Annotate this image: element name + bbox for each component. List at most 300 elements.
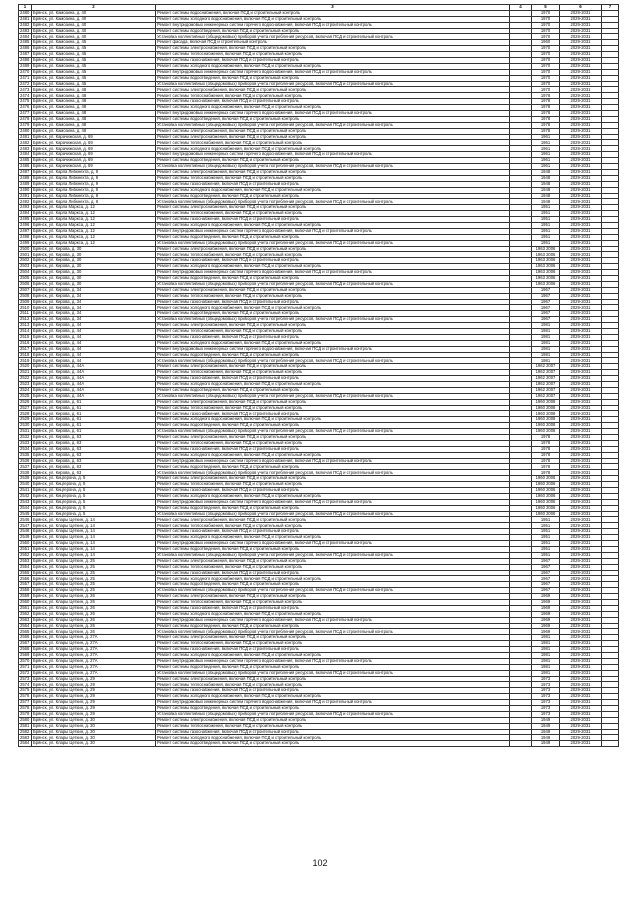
row-period-cell: 2029-2031 — [560, 435, 602, 441]
row-number-cell: 2579 — [19, 711, 32, 717]
row-work-cell: Ремонт системы электроснабжения, включая ПСД и строительный контроль — [156, 87, 510, 93]
row-number-cell: 2522 — [19, 376, 32, 382]
row-number-cell: 2535 — [19, 452, 32, 458]
row-work-cell: Ремонт внутридомовых инженерных систем горячего водоснабжения, включая ПСД и строительный контроль — [156, 152, 510, 158]
row-work-cell: Ремонт системы холодного водоснабжения, включая ПСД и строительный контроль — [156, 611, 510, 617]
row-period-cell: 2029-2031 — [560, 334, 602, 340]
row-address-cell: Брянск, ул. Камозина, д. 45 — [32, 63, 156, 69]
row-address-cell: Брянск, ул. Кирова, д. 44 — [32, 358, 156, 364]
header-col-6: 6 — [560, 5, 602, 11]
row-year-cell: 1978 — [532, 105, 560, 111]
row-address-cell: Брянск, ул. Клары Цеткин, д. 30 — [32, 717, 156, 723]
row-number-cell: 2576 — [19, 694, 32, 700]
row-work-cell: Ремонт системы теплоснабжения, включая ПСД и строительный контроль — [156, 52, 510, 58]
row-address-cell: Брянск, ул. Клары Цеткин, д. 27А — [32, 647, 156, 653]
table-row — [19, 741, 619, 747]
row-number-cell: 2568 — [19, 647, 32, 653]
header-col-1: 1 — [19, 5, 32, 11]
row-address-cell: Брянск, ул. Кицгерона, д. 5 — [32, 488, 156, 494]
row-work-cell: Ремонт системы водоотведения, включая ПСД и строительный контроль — [156, 664, 510, 670]
row-period-cell: 2029-2031 — [560, 688, 602, 694]
row-number-cell: 2505 — [19, 275, 32, 281]
row-period-cell: 2029-2031 — [560, 735, 602, 741]
row-period-cell: 2029-2031 — [560, 287, 602, 293]
row-year-cell: 1960 2008 — [532, 399, 560, 405]
row-year-cell: 1970 — [532, 75, 560, 81]
row-work-cell: Ремонт системы водоотведения, включая ПСД и строительный контроль — [156, 234, 510, 240]
row-work-cell: Ремонт системы водоотведения, включая ПСД и строительный контроль — [156, 423, 510, 429]
row-work-cell: Ремонт системы холодного водоснабжения, включая ПСД и строительный контроль — [156, 576, 510, 582]
row-period-cell: 2029-2031 — [560, 140, 602, 146]
row-address-cell: Брянск, ул. Клары Цеткин, д. 26 — [32, 605, 156, 611]
row-period-cell: 2029-2031 — [560, 193, 602, 199]
row-number-cell: 2537 — [19, 464, 32, 470]
row-address-cell: Брянск, ул. Кицгерона, д. 5 — [32, 476, 156, 482]
row-period-cell: 2029-2031 — [560, 34, 602, 40]
row-period-cell: 2029-2031 — [560, 417, 602, 423]
row-year-cell: 1951 — [532, 523, 560, 529]
row-address-cell: Брянск, ул. Камозина, д. 48 — [32, 93, 156, 99]
row-work-cell: Ремонт системы теплоснабжения, включая ПСД и строительный контроль — [156, 252, 510, 258]
row-number-cell: 2525 — [19, 393, 32, 399]
row-address-cell: Брянск, ул. Клары Цеткин, д. 30 — [32, 723, 156, 729]
row-number-cell: 2516 — [19, 340, 32, 346]
row-work-cell: Ремонт фасада, включая ПСД и строительный контроль — [156, 40, 510, 46]
row-period-cell: 2029-2031 — [560, 511, 602, 517]
row-work-cell: Ремонт системы холодного водоснабжения, включая ПСД и строительный контроль — [156, 694, 510, 700]
row-year-cell: 1963 2006 — [532, 270, 560, 276]
row-year-cell: 1967 — [532, 299, 560, 305]
row-work-cell: Ремонт системы холодного водоснабжения, включая ПСД и строительный контроль — [156, 16, 510, 22]
row-address-cell: Брянск, ул. Кирова, д. 44А — [32, 387, 156, 393]
row-year-cell: 1981 — [532, 340, 560, 346]
row-work-cell: Ремонт системы теплоснабжения, включая ПСД и строительный контроль — [156, 641, 510, 647]
row-year-cell: 1949 — [532, 723, 560, 729]
row-work-cell: Ремонт системы холодного водоснабжения, включая ПСД и строительный контроль — [156, 535, 510, 541]
row-number-cell: 2584 — [19, 741, 32, 747]
row-number-cell: 2552 — [19, 552, 32, 558]
row-number-cell: 2567 — [19, 641, 32, 647]
row-year-cell: 1962 2007 — [532, 387, 560, 393]
row-period-cell: 2029-2031 — [560, 105, 602, 111]
row-number-cell: 2513 — [19, 323, 32, 329]
row-year-cell: 1973 — [532, 694, 560, 700]
row-address-cell: Брянск, ул. Клары Цеткин, д. 26 — [32, 623, 156, 629]
row-work-cell: Ремонт системы холодного водоснабжения, включая ПСД и строительный контроль — [156, 146, 510, 152]
row-number-cell: 2550 — [19, 541, 32, 547]
row-address-cell: Брянск, ул. Кирова, д. 44 — [32, 352, 156, 358]
row-work-cell: Ремонт системы водоотведения, включая ПСД и строительный контроль — [156, 158, 510, 164]
row-year-cell: 1978 — [532, 464, 560, 470]
row-year-cell: 1970 — [532, 16, 560, 22]
row-year-cell: 1978 — [532, 128, 560, 134]
row-work-cell: Установка коллективных (общедомовых) приборов учета потребления ресурсов, включая ПСД и строительный контроль — [156, 588, 510, 594]
row-address-cell: Брянск, ул. Клары Цеткин, д. 30 — [32, 741, 156, 747]
row-work-cell: Ремонт системы водоотведения, включая ПСД и строительный контроль — [156, 387, 510, 393]
row-period-cell: 2029-2031 — [560, 323, 602, 329]
row-number-cell: 2544 — [19, 505, 32, 511]
row-number-cell: 2498 — [19, 234, 32, 240]
row-year-cell: 1951 — [532, 211, 560, 217]
row-work-cell: Ремонт системы газоснабжения, включая ПСД и строительный контроль — [156, 570, 510, 576]
row-period-cell: 2029-2031 — [560, 211, 602, 217]
row-number-cell: 2532 — [19, 435, 32, 441]
row-period-cell: 2029-2031 — [560, 181, 602, 187]
row-period-cell: 2029-2031 — [560, 476, 602, 482]
row-work-cell: Ремонт системы водоотведения, включая ПСД и строительный контроль — [156, 28, 510, 34]
row-number-cell: 2519 — [19, 358, 32, 364]
row-number-cell: 2489 — [19, 181, 32, 187]
row-number-cell: 2489 — [19, 63, 32, 69]
row-number-cell: 2475 — [19, 99, 32, 105]
row-address-cell: Брянск, ул. Кирова, д. 44 — [32, 323, 156, 329]
row-work-cell: Ремонт внутридомовых инженерных систем горячего водоснабжения, включая ПСД и строительный контроль — [156, 458, 510, 464]
row-address-cell: Брянск, ул. Кирова, д. 63 — [32, 464, 156, 470]
row-work-cell: Ремонт системы холодного водоснабжения, включая ПСД и строительный контроль — [156, 305, 510, 311]
row-number-cell: 2509 — [19, 299, 32, 305]
row-address-cell: Брянск, ул. Клары Цеткин, д. 26 — [32, 594, 156, 600]
row-work-cell: Установка коллективных (общедомовых) приборов учета потребления ресурсов, включая ПСД и строительный контроль — [156, 511, 510, 517]
row-year-cell: 1970 — [532, 87, 560, 93]
row-year-cell: 1970 — [532, 69, 560, 75]
row-period-cell: 2029-2031 — [560, 28, 602, 34]
row-address-cell: Брянск, ул. Кирова, д. 61 — [32, 423, 156, 429]
row-work-cell: Ремонт системы водоотведения, включая ПСД и строительный контроль — [156, 705, 510, 711]
row-work-cell: Ремонт системы электроснабжения, включая ПСД и строительный контроль — [156, 635, 510, 641]
row-number-cell: 2546 — [19, 517, 32, 523]
row-number-cell: 2578 — [19, 705, 32, 711]
row-work-cell: Ремонт системы теплоснабжения, включая ПСД и строительный контроль — [156, 682, 510, 688]
row-address-cell: Брянск, ул. Карла Либкнехта, д. 9 — [32, 187, 156, 193]
row-period-cell: 2029-2031 — [560, 164, 602, 170]
row-address-cell: Брянск, ул. Кирова, д. 44А — [32, 393, 156, 399]
row-address-cell: Брянск, ул. Кирова, д. 63 — [32, 452, 156, 458]
row-year-cell: 1978 — [532, 458, 560, 464]
row-work-cell: Ремонт системы газоснабжения, включая ПСД и строительный контроль — [156, 376, 510, 382]
row-address-cell: Брянск, ул. Клары Цеткин, д. 27А — [32, 641, 156, 647]
row-work-cell: Ремонт системы газоснабжения, включая ПСД и строительный контроль — [156, 334, 510, 340]
row-address-cell: Брянск, ул. Камозина, д. 45 — [32, 52, 156, 58]
row-address-cell: Брянск, ул. Карачижская, д. 69 — [32, 134, 156, 140]
row-period-cell: 2029-2031 — [560, 228, 602, 234]
row-year-cell: 1948 — [532, 169, 560, 175]
row-year-cell: 1961 — [532, 140, 560, 146]
row-year-cell: 1962 2007 — [532, 370, 560, 376]
row-number-cell: 2495 — [19, 217, 32, 223]
row-address-cell: Брянск, ул. Кирова, д. 61 — [32, 399, 156, 405]
row-period-cell: 2029-2031 — [560, 175, 602, 181]
row-period-cell: 2029-2031 — [560, 700, 602, 706]
row-work-cell: Ремонт внутридомовых инженерных систем горячего водоснабжения, включая ПСД и строительный контроль — [156, 346, 510, 352]
row-year-cell: 1962 2007 — [532, 393, 560, 399]
row-number-cell: 2566 — [19, 635, 32, 641]
row-year-cell: 1960 2006 — [532, 499, 560, 505]
row-work-cell: Ремонт внутридомовых инженерных систем горячего водоснабжения, включая ПСД и строительный контроль — [156, 270, 510, 276]
row-year-cell: 1981 — [532, 323, 560, 329]
row-address-cell: Брянск, ул. Кирова, д. 44 — [32, 334, 156, 340]
row-number-cell: 2484 — [19, 152, 32, 158]
row-year-cell: 1978 — [532, 99, 560, 105]
row-number-cell: 2549 — [19, 535, 32, 541]
row-period-cell: 2029-2031 — [560, 358, 602, 364]
row-number-cell: 2485 — [19, 40, 32, 46]
row-address-cell: Брянск, ул. Кицгерона, д. 5 — [32, 505, 156, 511]
row-year-cell: 1961 — [532, 146, 560, 152]
row-period-cell: 2029-2031 — [560, 723, 602, 729]
row-address-cell: Брянск, ул. Клары Цеткин, д. 29 — [32, 705, 156, 711]
row-number-cell: 2529 — [19, 417, 32, 423]
row-address-cell: Брянск, ул. Клары Цеткин, д. 25 — [32, 576, 156, 582]
row-period-cell: 2029-2031 — [560, 523, 602, 529]
row-address-cell: Брянск, ул. Кирова, д. 34 — [32, 317, 156, 323]
row-number-cell: 2496 — [19, 222, 32, 228]
row-number-cell: 2478 — [19, 116, 32, 122]
row-number-cell: 2556 — [19, 576, 32, 582]
row-number-cell: 2565 — [19, 629, 32, 635]
row-number-cell: 2548 — [19, 529, 32, 535]
row-address-cell: Брянск, ул. Клары Цеткин, д. 25 — [32, 588, 156, 594]
row-address-cell: Брянск, ул. Клары Цеткин, д. 29 — [32, 676, 156, 682]
row-address-cell: Брянск, ул. Карла Либкнехта, д. 9 — [32, 175, 156, 181]
row-number-cell: 2520 — [19, 364, 32, 370]
row-work-cell: Ремонт системы теплоснабжения, включая ПСД и строительный контроль — [156, 140, 510, 146]
row-period-cell: 2029-2031 — [560, 564, 602, 570]
row-number-cell: 2506 — [19, 281, 32, 287]
row-number-cell: 2488 — [19, 58, 32, 64]
row-year-cell: 1970 — [532, 10, 560, 16]
row-period-cell: 2029-2031 — [560, 40, 602, 46]
row-period-cell: 2029-2031 — [560, 275, 602, 281]
row-period-cell: 2029-2031 — [560, 205, 602, 211]
row-work-cell: Ремонт системы газоснабжения, включая ПСД и строительный контроль — [156, 488, 510, 494]
row-number-cell: 2560 — [19, 599, 32, 605]
capital-repair-table — [18, 4, 619, 747]
row-period-cell: 2029-2031 — [560, 234, 602, 240]
row-period-cell: 2029-2031 — [560, 87, 602, 93]
row-period-cell: 2029-2031 — [560, 252, 602, 258]
row-address-cell: Брянск, ул. Клары Цеткин, д. 14 — [32, 523, 156, 529]
row-period-cell: 2029-2031 — [560, 647, 602, 653]
row-work-cell: Ремонт внутридомовых инженерных систем горячего водоснабжения, включая ПСД и строительный контроль — [156, 541, 510, 547]
row-work-cell: Ремонт системы электроснабжения, включая ПСД и строительный контроль — [156, 558, 510, 564]
row-work-cell: Ремонт внутридомовых инженерных систем горячего водоснабжения, включая ПСД и строительный контроль — [156, 69, 510, 75]
row-number-cell: 2481 — [19, 134, 32, 140]
row-number-cell: 2572 — [19, 670, 32, 676]
row-address-cell: Брянск, ул. Клары Цеткин, д. 14 — [32, 546, 156, 552]
row-year-cell: 1981 — [532, 352, 560, 358]
row-number-cell: 2493 — [19, 205, 32, 211]
row-number-cell: 2487 — [19, 52, 32, 58]
row-address-cell: Брянск, ул. Камозина, д. 40 — [32, 10, 156, 16]
row-address-cell: Брянск, ул. Клары Цеткин, д. 29 — [32, 700, 156, 706]
row-period-cell: 2029-2031 — [560, 611, 602, 617]
row-year-cell: 1963 2006 — [532, 252, 560, 258]
row-year-cell: 1949 — [532, 735, 560, 741]
row-period-cell: 2029-2031 — [560, 411, 602, 417]
row-year-cell: 1948 — [532, 187, 560, 193]
row-address-cell: Брянск, ул. Камозина, д. 48 — [32, 105, 156, 111]
row-period-cell: 2029-2031 — [560, 158, 602, 164]
row-address-cell: Брянск, ул. Клары Цеткин, д. 26 — [32, 611, 156, 617]
row-number-cell: 2510 — [19, 305, 32, 311]
row-period-cell: 2029-2031 — [560, 169, 602, 175]
row-period-cell: 2029-2031 — [560, 629, 602, 635]
row-period-cell: 2029-2031 — [560, 641, 602, 647]
row-year-cell: 1963 2006 — [532, 264, 560, 270]
row-number-cell: 2574 — [19, 682, 32, 688]
row-period-cell: 2029-2031 — [560, 311, 602, 317]
row-work-cell: Установка коллективных (общедомовых) приборов учета потребления ресурсов, включая ПСД и строительный контроль — [156, 34, 510, 40]
row-work-cell: Ремонт внутридомовых инженерных систем горячего водоснабжения, включая ПСД и строительный контроль — [156, 658, 510, 664]
row-work-cell: Ремонт внутридомовых инженерных систем горячего водоснабжения, включая ПСД и строительный контроль — [156, 700, 510, 706]
row-year-cell: 1981 — [532, 358, 560, 364]
row-address-cell: Брянск, ул. Клары Цеткин, д. 25 — [32, 570, 156, 576]
row-period-cell: 2029-2031 — [560, 346, 602, 352]
row-number-cell: 2573 — [19, 676, 32, 682]
row-number-cell: 2559 — [19, 594, 32, 600]
row-period-cell: 2029-2031 — [560, 111, 602, 117]
row-work-cell: Ремонт системы газоснабжения, включая ПСД и строительный контроль — [156, 446, 510, 452]
row-year-cell: 1978 — [532, 440, 560, 446]
row-work-cell: Установка коллективных (общедомовых) приборов учета потребления ресурсов, включая ПСД и строительный контроль — [156, 122, 510, 128]
row-work-cell: Ремонт внутридомовых инженерных систем горячего водоснабжения, включая ПСД и строительный контроль — [156, 228, 510, 234]
row-address-cell: Брянск, ул. Камозина, д. 40 — [32, 28, 156, 34]
row-address-cell: Брянск, ул. Клары Цеткин, д. 14 — [32, 535, 156, 541]
row-address-cell: Брянск, ул. Карачижская, д. 69 — [32, 146, 156, 152]
row-year-cell: 1963 2006 — [532, 258, 560, 264]
row-address-cell: Брянск, ул. Кирова, д. 44А — [32, 382, 156, 388]
row-period-cell: 2029-2031 — [560, 52, 602, 58]
row-work-cell: Ремонт системы теплоснабжения, включая ПСД и строительный контроль — [156, 328, 510, 334]
row-address-cell: Брянск, ул. Камозина, д. 48 — [32, 111, 156, 117]
row-number-cell: 2483 — [19, 28, 32, 34]
row-address-cell: Брянск, ул. Кицгерона, д. 5 — [32, 482, 156, 488]
row-address-cell: Брянск, ул. Карачижская, д. 69 — [32, 140, 156, 146]
row-work-cell: Ремонт системы электроснабжения, включая ПСД и строительный контроль — [156, 128, 510, 134]
row-period-cell: 2029-2031 — [560, 558, 602, 564]
row-work-cell: Установка коллективных (общедомовых) приборов учета потребления ресурсов, включая ПСД и строительный контроль — [156, 164, 510, 170]
row-work-cell: Ремонт системы газоснабжения, включая ПСД и строительный контроль — [156, 688, 510, 694]
row-year-cell: 1963 2006 — [532, 246, 560, 252]
row-period-cell: 2029-2031 — [560, 93, 602, 99]
row-year-cell: 1969 — [532, 594, 560, 600]
row-address-cell: Брянск, ул. Клары Цеткин, д. 14 — [32, 529, 156, 535]
row-year-cell: 1978 — [532, 435, 560, 441]
row-work-cell: Ремонт системы газоснабжения, включая ПСД и строительный контроль — [156, 605, 510, 611]
row-number-cell: 2472 — [19, 81, 32, 87]
row-address-cell: Брянск, ул. Кирова, д. 61 — [32, 405, 156, 411]
row-year-cell: 1970 — [532, 63, 560, 69]
row-number-cell: 2477 — [19, 111, 32, 117]
row-address-cell: Брянск, ул. Камозина, д. 48 — [32, 116, 156, 122]
row-year-cell: 1973 — [532, 688, 560, 694]
row-year-cell: 1969 — [532, 617, 560, 623]
row-work-cell: Ремонт системы электроснабжения, включая ПСД и строительный контроль — [156, 435, 510, 441]
row-period-cell: 2029-2031 — [560, 499, 602, 505]
row-period-cell: 2029-2031 — [560, 576, 602, 582]
row-work-cell: Установка коллективных (общедомовых) приборов учета потребления ресурсов, включая ПСД и строительный контроль — [156, 670, 510, 676]
row-work-cell: Ремонт системы водоотведения, включая ПСД и строительный контроль — [156, 116, 510, 122]
row-period-cell: 2029-2031 — [560, 399, 602, 405]
row-period-cell: 2029-2031 — [560, 222, 602, 228]
row-address-cell: Брянск, ул. Карла Либкнехта, д. 9 — [32, 181, 156, 187]
row-period-cell: 2029-2031 — [560, 541, 602, 547]
row-period-cell: 2029-2031 — [560, 187, 602, 193]
row-number-cell: 2515 — [19, 334, 32, 340]
row-period-cell: 2029-2031 — [560, 146, 602, 152]
row-work-cell: Ремонт системы водоотведения, включая ПСД и строительный контроль — [156, 464, 510, 470]
row-number-cell: 2581 — [19, 723, 32, 729]
row-number-cell: 2555 — [19, 570, 32, 576]
row-number-cell: 2524 — [19, 387, 32, 393]
row-address-cell: Брянск, ул. Кирова, д. 34 — [32, 299, 156, 305]
row-year-cell: 1949 — [532, 729, 560, 735]
row-work-cell: Ремонт системы теплоснабжения, включая ПСД и строительный контроль — [156, 723, 510, 729]
row-work-cell: Ремонт системы газоснабжения, включая ПСД и строительный контроль — [156, 411, 510, 417]
row-number-cell: 2521 — [19, 370, 32, 376]
row-year-cell: 1967 — [532, 564, 560, 570]
row-year-cell: 1960 — [532, 40, 560, 46]
row-period-cell: 2029-2031 — [560, 217, 602, 223]
row-address-cell: Брянск, ул. Клары Цеткин, д. 26 — [32, 629, 156, 635]
row-year-cell: 1949 — [532, 717, 560, 723]
row-address-cell: Брянск, ул. Камозина, д. 45 — [32, 69, 156, 75]
row-address-cell: Брянск, ул. Кирова, д. 30 — [32, 246, 156, 252]
row-period-cell: 2029-2031 — [560, 711, 602, 717]
row-period-cell: 2029-2031 — [560, 305, 602, 311]
row-work-cell: Ремонт системы холодного водоснабжения, включая ПСД и строительный контроль — [156, 652, 510, 658]
row-address-cell: Брянск, ул. Камозина, д. 45 — [32, 81, 156, 87]
row-address-cell: Брянск, ул. Клары Цеткин, д. 25 — [32, 582, 156, 588]
row-number-cell: 2482 — [19, 140, 32, 146]
row-year-cell: 1967 — [532, 570, 560, 576]
row-work-cell: Ремонт внутридомовых инженерных систем горячего водоснабжения, включая ПСД и строительный контроль — [156, 617, 510, 623]
row-address-cell: Брянск, ул. Клары Цеткин, д. 27А — [32, 652, 156, 658]
row-period-cell: 2029-2031 — [560, 370, 602, 376]
row-year-cell: 1960 2008 — [532, 405, 560, 411]
row-number-cell: 2583 — [19, 735, 32, 741]
row-period-cell: 2029-2031 — [560, 63, 602, 69]
row-address-cell: Брянск, ул. Клары Цеткин, д. 30 — [32, 729, 156, 735]
row-address-cell: Брянск, ул. Кирова, д. 44 — [32, 340, 156, 346]
row-number-cell: 2500 — [19, 246, 32, 252]
row-number-cell: 2543 — [19, 499, 32, 505]
row-year-cell: 1963 2006 — [532, 275, 560, 281]
row-year-cell: 1978 — [532, 446, 560, 452]
row-address-cell: Брянск, ул. Кирова, д. 63 — [32, 470, 156, 476]
row-address-cell: Брянск, ул. Клары Цеткин, д. 14 — [32, 517, 156, 523]
row-year-cell: 1967 — [532, 558, 560, 564]
row-work-cell: Ремонт системы электроснабжения, включая ПСД и строительный контроль — [156, 517, 510, 523]
row-number-cell: 2511 — [19, 311, 32, 317]
header-col-3: 3 — [156, 5, 510, 11]
row-address-cell: Брянск, ул. Кирова, д. 61 — [32, 411, 156, 417]
row-year-cell: 1967 — [532, 582, 560, 588]
row-address-cell: Брянск, ул. Камозина, д. 48 — [32, 87, 156, 93]
row-work-cell: Ремонт системы газоснабжения, включая ПСД и строительный контроль — [156, 181, 510, 187]
row-address-cell: Брянск, ул. Кирова, д. 63 — [32, 435, 156, 441]
row-period-cell: 2029-2031 — [560, 529, 602, 535]
row-work-cell: Ремонт системы холодного водоснабжения, включая ПСД и строительный контроль — [156, 735, 510, 741]
row-address-cell: Брянск, ул. Клары Цеткин, д. 25 — [32, 564, 156, 570]
row-period-cell: 2029-2031 — [560, 340, 602, 346]
row-year-cell: 1978 — [532, 122, 560, 128]
row-address-cell: Брянск, ул. Кирова, д. 44 — [32, 328, 156, 334]
row-address-cell: Брянск, ул. Кирова, д. 63 — [32, 440, 156, 446]
row-number-cell: 2553 — [19, 558, 32, 564]
row-number-cell: 2575 — [19, 688, 32, 694]
row-number-cell: 2488 — [19, 175, 32, 181]
